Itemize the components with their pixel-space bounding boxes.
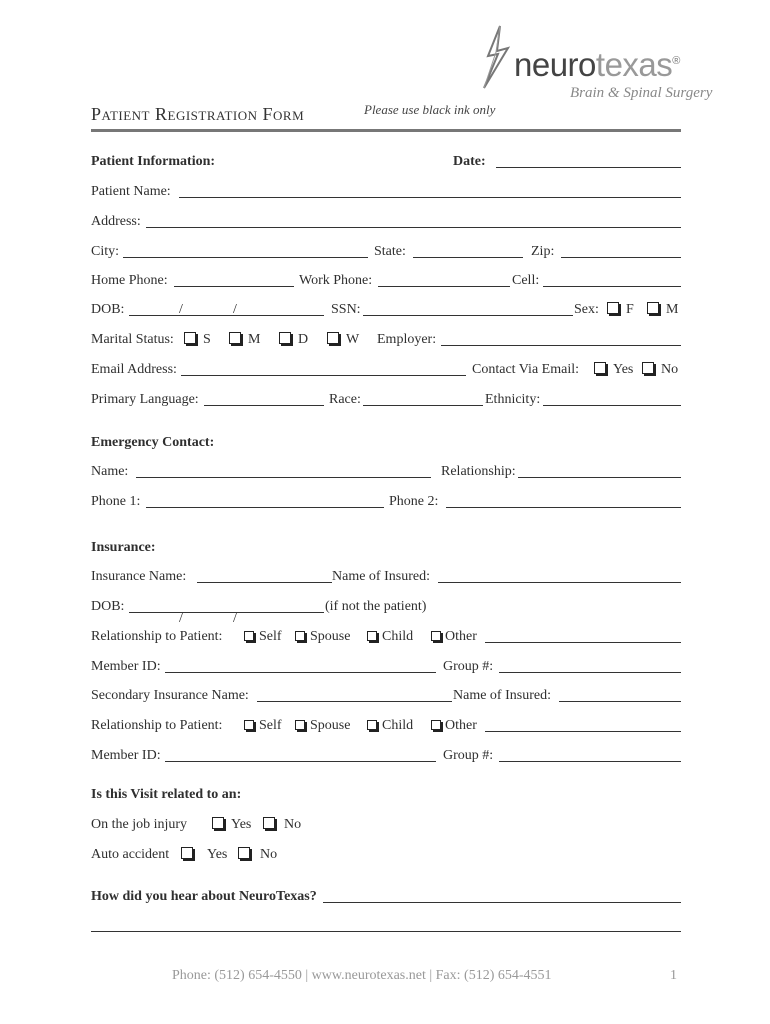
section-insurance: Insurance: <box>91 540 156 555</box>
patient-info-header-row <box>91 152 681 174</box>
emergency-phone2-field[interactable] <box>446 507 681 508</box>
rel-other-field[interactable] <box>485 642 681 643</box>
dob-slash-2: / <box>233 302 237 317</box>
marital-d-label: D <box>298 332 309 347</box>
patient-name-label: Patient Name: <box>91 184 171 199</box>
rel-other-checkbox[interactable] <box>431 631 441 641</box>
emergency-phone1-field[interactable] <box>146 507 384 508</box>
insured-dob-field[interactable] <box>129 612 324 613</box>
footer-contact: Phone: (512) 654-4550 | www.neurotexas.net | Fax: (512) 654-4551 <box>172 968 552 983</box>
primary-language-label: Primary Language: <box>91 392 199 407</box>
job-injury-no-label: No <box>284 817 302 832</box>
sex-f-label: F <box>626 302 634 317</box>
secondary-member-id-field[interactable] <box>165 761 436 762</box>
rel-spouse-label: Spouse <box>310 629 351 644</box>
emergency-relationship-label: Relationship: <box>441 464 516 479</box>
emergency-name-field[interactable] <box>136 477 431 478</box>
sec-rel-self-label: Self <box>259 718 282 733</box>
sec-rel-child-label: Child <box>382 718 414 733</box>
sec-rel-child-checkbox[interactable] <box>367 720 377 730</box>
sec-rel-spouse-checkbox[interactable] <box>295 720 305 730</box>
secondary-insured-name-label: Name of Insured: <box>453 688 551 703</box>
insured-dob-label: DOB: <box>91 599 125 614</box>
relationship-to-patient-label: Relationship to Patient: <box>91 629 223 644</box>
group-field[interactable] <box>499 672 681 673</box>
zip-field[interactable] <box>561 257 681 258</box>
marital-w-checkbox[interactable] <box>327 332 339 344</box>
referral-question: How did you hear about NeuroTexas? <box>91 889 317 904</box>
form-title: Patient Registration Form <box>91 104 305 124</box>
sec-rel-other-checkbox[interactable] <box>431 720 441 730</box>
job-injury-no-checkbox[interactable] <box>263 817 275 829</box>
secondary-group-label: Group #: <box>443 748 494 763</box>
insured-dob-slash-1: / <box>179 611 183 626</box>
email-label: Email Address: <box>91 362 177 377</box>
state-label: State: <box>374 244 406 259</box>
secondary-relationship-label: Relationship to Patient: <box>91 718 223 733</box>
job-injury-label: On the job injury <box>91 817 188 832</box>
employer-label: Employer: <box>377 332 437 347</box>
dob-slash-1: / <box>179 302 183 317</box>
emergency-name-label: Name: <box>91 464 129 479</box>
home-phone-label: Home Phone: <box>91 273 168 288</box>
logo-wordmark <box>514 46 680 84</box>
insured-name-field[interactable] <box>438 582 681 583</box>
race-field[interactable] <box>363 405 483 406</box>
page-number: 1 <box>670 968 677 983</box>
date-label: Date: <box>453 154 486 169</box>
rel-child-checkbox[interactable] <box>367 631 377 641</box>
secondary-insurance-field[interactable] <box>257 701 452 702</box>
secondary-group-field[interactable] <box>499 761 681 762</box>
title-rule <box>91 129 681 132</box>
marital-m-checkbox[interactable] <box>229 332 241 344</box>
logo-registered: ® <box>672 55 680 67</box>
rel-other-label: Other <box>445 629 477 644</box>
cell-field[interactable] <box>543 286 681 287</box>
marital-s-label: S <box>203 332 211 347</box>
zip-label: Zip: <box>531 244 555 259</box>
race-label: Race: <box>329 392 361 407</box>
emergency-relationship-field[interactable] <box>518 477 681 478</box>
home-phone-field[interactable] <box>174 286 294 287</box>
address-label: Address: <box>91 214 141 229</box>
sex-m-checkbox[interactable] <box>647 302 659 314</box>
date-field[interactable] <box>496 167 681 168</box>
contact-via-email-label: Contact Via Email: <box>472 362 579 377</box>
marital-w-label: W <box>346 332 360 347</box>
referral-field-line-2[interactable] <box>91 931 681 932</box>
employer-field[interactable] <box>441 345 681 346</box>
insurance-name-label: Insurance Name: <box>91 569 187 584</box>
contact-email-yes-checkbox[interactable] <box>594 362 606 374</box>
contact-email-no-label: No <box>661 362 679 377</box>
group-label: Group #: <box>443 659 494 674</box>
address-field[interactable] <box>146 227 681 228</box>
ssn-field[interactable] <box>363 315 573 316</box>
rel-self-checkbox[interactable] <box>244 631 254 641</box>
ink-instruction: Please use black ink only <box>364 102 496 117</box>
sex-f-checkbox[interactable] <box>607 302 619 314</box>
rel-spouse-checkbox[interactable] <box>295 631 305 641</box>
work-phone-field[interactable] <box>378 286 510 287</box>
contact-email-no-checkbox[interactable] <box>642 362 654 374</box>
city-label: City: <box>91 244 120 259</box>
rel-child-label: Child <box>382 629 414 644</box>
sec-rel-other-label: Other <box>445 718 477 733</box>
insured-name-label: Name of Insured: <box>332 569 430 584</box>
job-injury-yes-label: Yes <box>231 817 252 832</box>
secondary-insured-name-field[interactable] <box>559 701 681 702</box>
state-field[interactable] <box>413 257 523 258</box>
dob-field[interactable] <box>129 315 324 316</box>
lightning-mark-icon <box>478 24 518 90</box>
section-emergency-contact: Emergency Contact: <box>91 435 215 450</box>
rel-self-label: Self <box>259 629 282 644</box>
auto-accident-no-checkbox[interactable] <box>238 847 250 859</box>
logo <box>478 24 728 104</box>
sec-rel-spouse-label: Spouse <box>310 718 351 733</box>
patient-name-field[interactable] <box>179 197 681 198</box>
member-id-field[interactable] <box>165 672 436 673</box>
ethnicity-label: Ethnicity: <box>485 392 541 407</box>
secondary-member-id-label: Member ID: <box>91 748 161 763</box>
referral-field[interactable] <box>323 902 681 903</box>
email-field[interactable] <box>181 375 466 376</box>
sex-m-label: M <box>666 302 679 317</box>
sex-label: Sex: <box>574 302 599 317</box>
auto-accident-no-label: No <box>260 847 278 862</box>
dob-label: DOB: <box>91 302 125 317</box>
sec-rel-other-field[interactable] <box>485 731 681 732</box>
section-visit-related: Is this Visit related to an: <box>91 787 242 802</box>
logo-tagline: Brain & Spinal Surgery <box>570 85 713 101</box>
cell-label: Cell: <box>512 273 540 288</box>
section-patient-info: Patient Information: <box>91 154 216 169</box>
ssn-label: SSN: <box>331 302 361 317</box>
logo-word-texas: texas <box>595 46 673 83</box>
insured-dob-note: (if not the patient) <box>325 599 427 614</box>
insurance-name-field[interactable] <box>197 582 332 583</box>
job-injury-yes-checkbox[interactable] <box>212 817 224 829</box>
member-id-label: Member ID: <box>91 659 161 674</box>
primary-language-field[interactable] <box>204 405 324 406</box>
ethnicity-field[interactable] <box>543 405 681 406</box>
secondary-insurance-label: Secondary Insurance Name: <box>91 688 249 703</box>
city-field[interactable] <box>123 257 368 258</box>
logo-word-neuro: neuro <box>514 46 596 83</box>
marital-d-checkbox[interactable] <box>279 332 291 344</box>
sec-rel-self-checkbox[interactable] <box>244 720 254 730</box>
emergency-phone2-label: Phone 2: <box>389 494 439 509</box>
marital-status-label: Marital Status: <box>91 332 174 347</box>
auto-accident-yes-checkbox[interactable] <box>181 847 193 859</box>
marital-s-checkbox[interactable] <box>184 332 196 344</box>
contact-email-yes-label: Yes <box>613 362 634 377</box>
insured-dob-slash-2: / <box>233 611 237 626</box>
auto-accident-yes-label: Yes <box>207 847 228 862</box>
marital-m-label: M <box>248 332 261 347</box>
emergency-phone1-label: Phone 1: <box>91 494 141 509</box>
work-phone-label: Work Phone: <box>299 273 373 288</box>
auto-accident-label: Auto accident <box>91 847 170 862</box>
